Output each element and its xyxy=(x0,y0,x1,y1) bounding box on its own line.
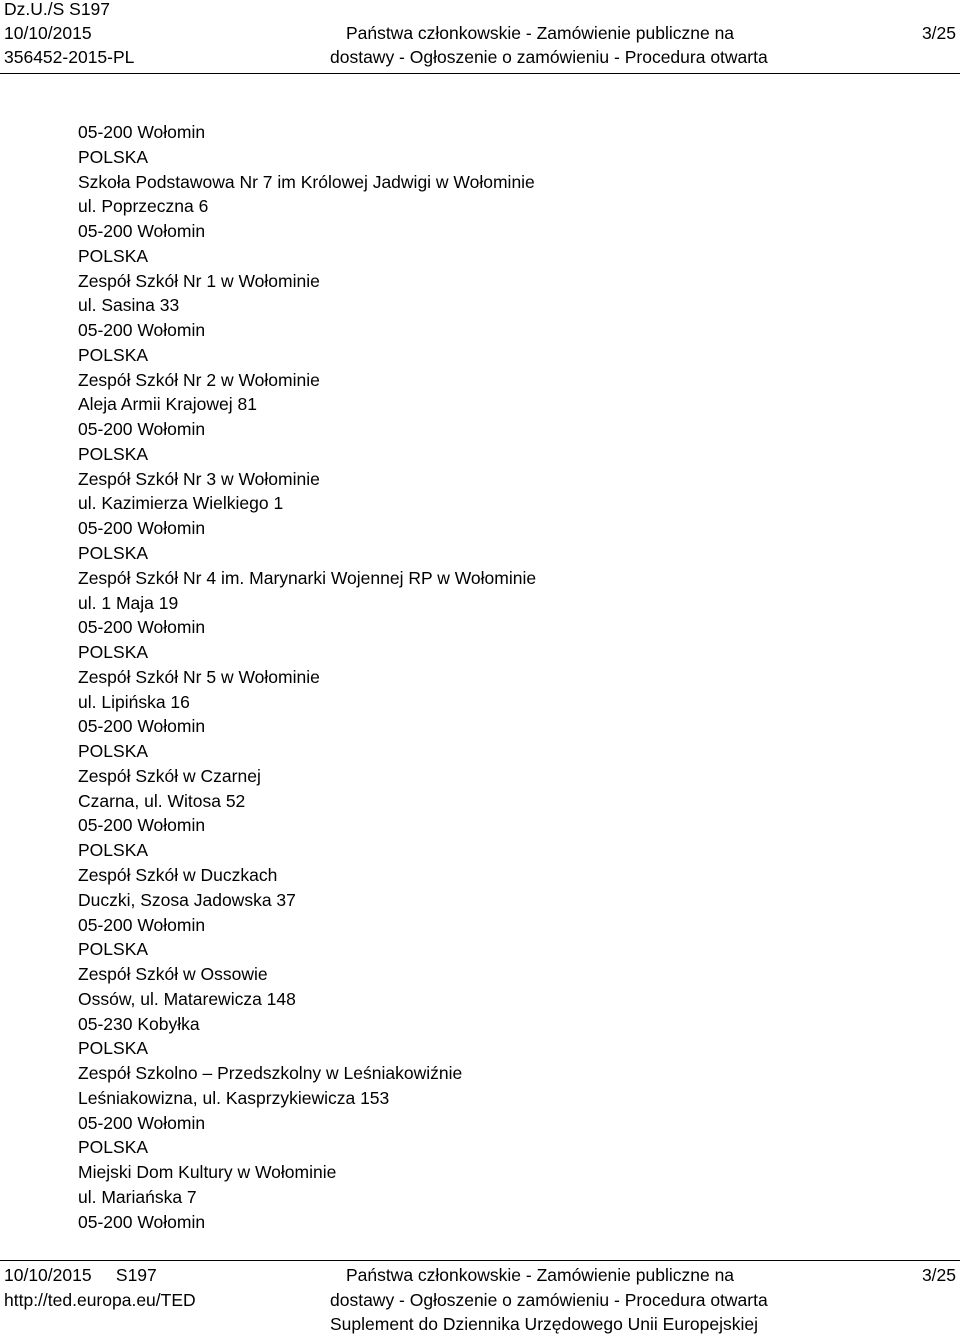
page-footer xyxy=(0,1260,960,1334)
address-line: Leśniakowizna, ul. Kasprzykiewicza 153 xyxy=(78,1087,390,1108)
address-line: 05-200 Wołomin xyxy=(78,1211,206,1232)
address-line: POLSKA xyxy=(78,245,149,266)
doc-id: 356452-2015-PL xyxy=(4,47,135,67)
footer-divider xyxy=(0,1260,960,1261)
header-divider xyxy=(0,73,960,74)
address-line: 05-200 Wołomin xyxy=(78,914,206,935)
address-line: Aleja Armii Krajowej 81 xyxy=(78,394,257,415)
address-line: Czarna, ul. Witosa 52 xyxy=(78,790,246,811)
address-line: 05-200 Wołomin xyxy=(78,221,206,242)
address-line: ul. Poprzeczna 6 xyxy=(78,196,209,217)
header-title-line2: dostawy - Ogłoszenie o zamówieniu - Procedura otwarta xyxy=(330,47,768,67)
address-line: POLSKA xyxy=(78,1137,149,1158)
address-line: POLSKA xyxy=(78,344,149,365)
address-line: 05-200 Wołomin xyxy=(78,716,206,737)
footer-supplement: Suplement do Dziennika Urzędowego Unii Europejskiej xyxy=(330,1314,759,1334)
address-line: 05-200 Wołomin xyxy=(78,518,206,539)
address-line: 05-200 Wołomin xyxy=(78,122,206,142)
address-line: POLSKA xyxy=(78,939,149,960)
address-line: POLSKA xyxy=(78,1038,149,1059)
address-line: 05-230 Kobyłka xyxy=(78,1013,200,1034)
footer-page-number: 3/25 xyxy=(921,1265,956,1285)
address-line: Ossów, ul. Matarewicza 148 xyxy=(78,988,296,1009)
address-line: 05-200 Wołomin xyxy=(78,1112,206,1133)
address-line: ul. Kazimierza Wielkiego 1 xyxy=(78,493,284,514)
address-line: 05-200 Wołomin xyxy=(78,815,206,836)
footer-title-line1: Państwa członkowskie - Zamówienie publiczne na xyxy=(345,1265,735,1285)
header-page-number: 3/25 xyxy=(921,23,956,43)
address-line: Zespół Szkół Nr 2 w Wołominie xyxy=(78,369,320,390)
address-line: POLSKA xyxy=(78,642,149,663)
footer-title-line2: dostawy - Ogłoszenie o zamówieniu - Procedura otwarta xyxy=(330,1290,768,1310)
page-header xyxy=(0,0,960,74)
address-line: Zespół Szkół Nr 4 im. Marynarki Wojennej RP w Wołominie xyxy=(78,567,537,588)
address-line: 05-200 Wołomin xyxy=(78,419,206,440)
address-line: Zespół Szkolno – Przedszkolny w Leśniakowiźnie xyxy=(78,1063,463,1084)
header-date: 10/10/2015 xyxy=(4,23,92,43)
address-line: POLSKA xyxy=(78,146,149,167)
address-list xyxy=(78,120,536,1234)
address-line: ul. Lipińska 16 xyxy=(78,691,190,712)
footer-url[interactable]: http://ted.europa.eu/TED xyxy=(4,1290,196,1310)
address-line: ul. Sasina 33 xyxy=(78,295,180,316)
address-line: Miejski Dom Kultury w Wołominie xyxy=(78,1162,337,1183)
address-line: Zespół Szkół w Ossowie xyxy=(78,964,268,985)
address-line: POLSKA xyxy=(78,543,149,564)
address-line: POLSKA xyxy=(78,840,149,861)
address-line: Szkoła Podstawowa Nr 7 im Królowej Jadwigi w Wołominie xyxy=(78,171,535,192)
address-line: Zespół Szkół Nr 5 w Wołominie xyxy=(78,666,320,687)
address-line: 05-200 Wołomin xyxy=(78,320,206,341)
address-line: Zespół Szkół w Czarnej xyxy=(78,765,261,786)
address-line: POLSKA xyxy=(78,741,149,762)
address-line: 05-200 Wołomin xyxy=(78,617,206,638)
address-line: ul. 1 Maja 19 xyxy=(78,592,179,613)
address-line: Zespół Szkół Nr 3 w Wołominie xyxy=(78,468,320,489)
address-line: Zespół Szkół w Duczkach xyxy=(78,864,278,885)
header-title-line1: Państwa członkowskie - Zamówienie publiczne na xyxy=(345,23,735,43)
address-line: Zespół Szkół Nr 1 w Wołominie xyxy=(78,270,320,291)
footer-date-series: 10/10/2015 S197 xyxy=(4,1265,157,1285)
journal-ref: Dz.U./S S197 xyxy=(4,0,111,19)
address-line: POLSKA xyxy=(78,443,149,464)
address-line: Duczki, Szosa Jadowska 37 xyxy=(78,889,296,910)
address-line: ul. Mariańska 7 xyxy=(78,1186,197,1207)
